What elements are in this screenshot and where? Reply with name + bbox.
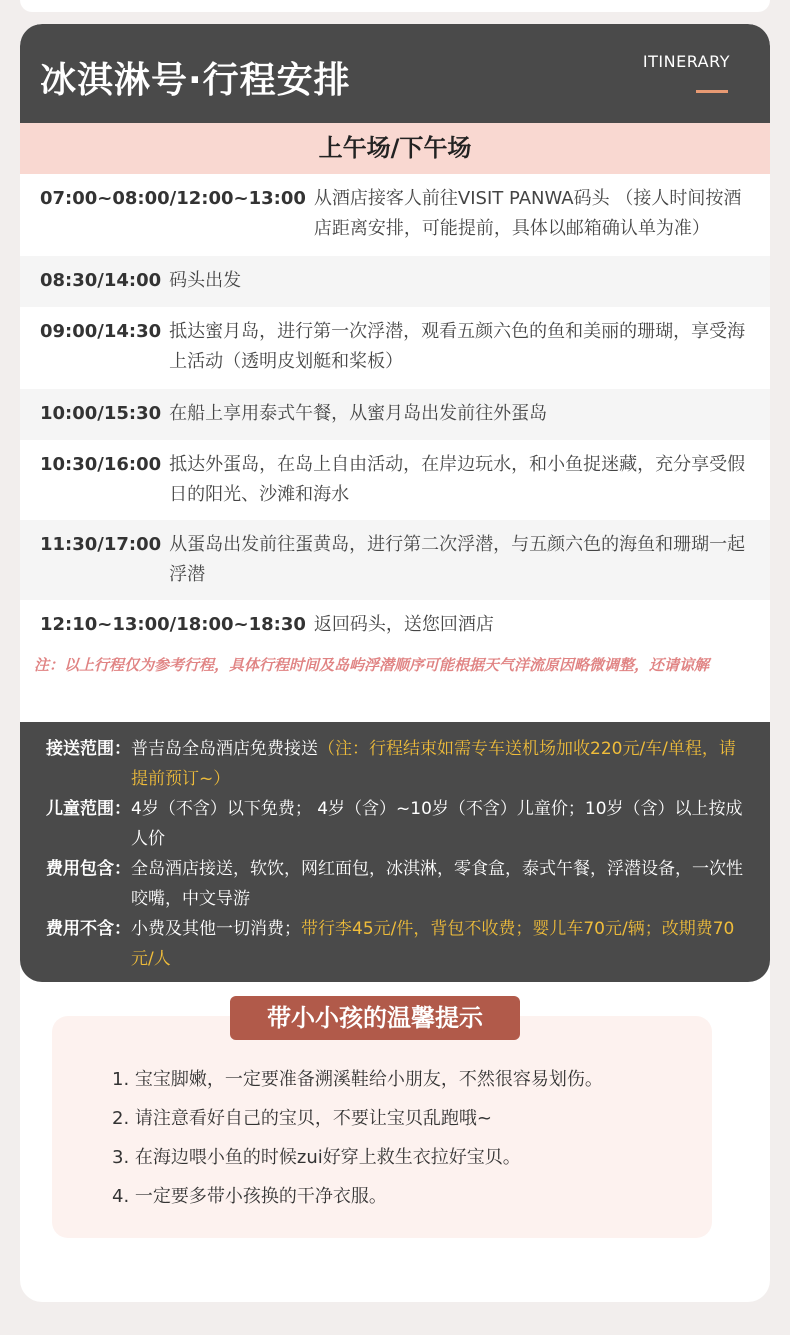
schedule-row [20,520,770,600]
schedule-row [20,600,770,652]
header-subtitle: ITINERARY [642,52,730,71]
include-label: 费用包含： [46,859,131,879]
include-info [46,854,750,914]
schedule-row [20,174,770,256]
transfer-note: （注：行程结束如需专车送机场加收220元/车/单程，请提前预订~） [131,739,736,789]
list-item: 3. 在海边喂小鱼的时候zui好穿上救生衣拉好宝贝。 [112,1147,521,1168]
top-card-edge [20,0,770,12]
schedule-desc: 从酒店接客人前往VISIT PANWA码头 （接人时间按酒店距离安排，可能提前，具体以邮箱确认单为准） [313,188,742,239]
transfer-info [46,734,750,794]
transfer-label: 接送范围： [46,739,131,759]
tips-title: 带小小孩的温馨提示 [230,996,520,1040]
schedule-time: 12:10~13:00/18:00~18:30 [40,614,306,635]
exclude-text: 小费及其他一切消费； [131,919,301,939]
tips-list [112,1068,603,1224]
schedule-time: 10:30/16:00 [40,454,162,475]
schedule-desc: 抵达外蛋岛，在岛上自由活动，在岸边玩水，和小鱼捉迷藏，充分享受假日的阳光、沙滩和海水 [169,454,746,505]
schedule-row [20,440,770,520]
schedule-row [20,307,770,389]
schedule-time: 09:00/14:30 [40,321,162,342]
list-item: 2. 请注意看好自己的宝贝，不要让宝贝乱跑哦~ [112,1108,492,1129]
child-text: 4岁（不含）以下免费； 4岁（含）~10岁（不含）儿童价；10岁（含）以上按成人价 [131,799,743,849]
transfer-text: 普吉岛全岛酒店免费接送 [131,739,318,759]
schedule-desc: 从蛋岛出发前往蛋黄岛，进行第二次浮潜，与五颜六色的海鱼和珊瑚一起浮潜 [169,534,746,585]
exclude-info [46,914,750,974]
list-item: 4. 一定要多带小孩换的干净衣服。 [112,1186,387,1207]
child-info [46,794,750,854]
list-item: 1. 宝宝脚嫩，一定要准备溯溪鞋给小朋友，不然很容易划伤。 [112,1069,603,1090]
session-banner: 上午场/下午场 [20,123,770,174]
schedule-desc: 抵达蜜月岛，进行第一次浮潜，观看五颜六色的鱼和美丽的珊瑚，享受海上活动（透明皮划艇和桨板） [169,321,746,372]
schedule-desc: 码头出发 [169,270,242,291]
schedule-time: 07:00~08:00/12:00~13:00 [40,188,306,209]
schedule-time: 11:30/17:00 [40,534,162,555]
itinerary-header [20,24,770,123]
schedule-desc: 返回码头，送您回酒店 [313,614,494,635]
schedule-time: 08:30/14:00 [40,270,162,291]
exclude-note: 带行李45元/件，背包不收费；婴儿车70元/辆；改期费70元/人 [131,919,735,969]
schedule-row [20,256,770,307]
exclude-label: 费用不含： [46,919,131,939]
schedule-desc: 在船上享用泰式午餐，从蜜月岛出发前往外蛋岛 [169,403,548,424]
include-text: 全岛酒店接送，软饮，网红面包，冰淇淋，零食盒，泰式午餐，浮潜设备，一次性咬嘴，中文导游 [131,859,743,909]
fee-info-panel [20,722,770,982]
child-label: 儿童范围： [46,799,131,819]
itinerary-note: 注：以上行程仅为参考行程，具体行程时间及岛屿浮潜顺序可能根据天气洋流原因略微调整，还请谅解 [34,656,710,674]
schedule-time: 10:00/15:30 [40,403,162,424]
accent-underline [696,90,728,93]
page-title: 冰淇淋号·行程安排 [40,60,351,101]
schedule-row [20,389,770,440]
